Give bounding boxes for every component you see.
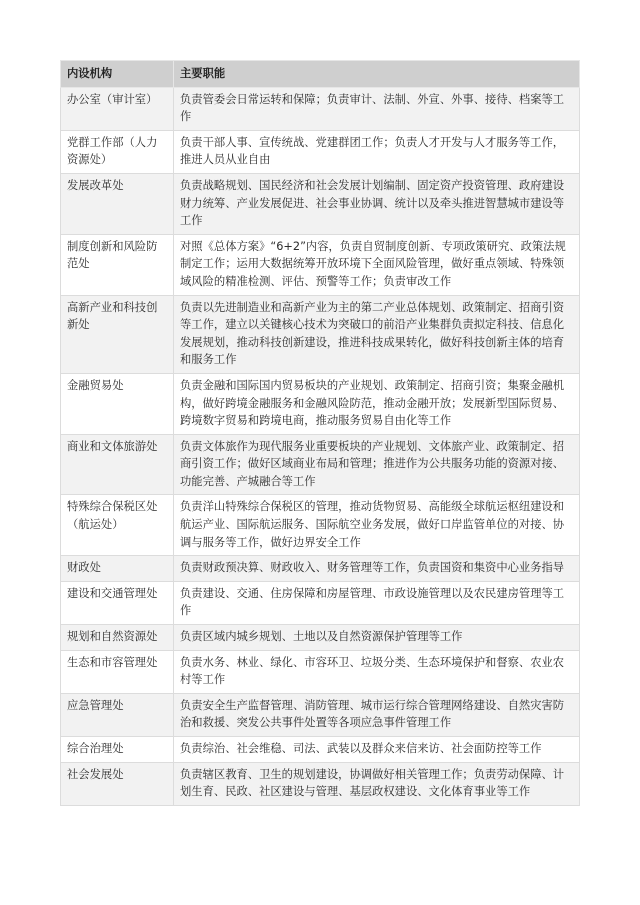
department-duty: 负责区域内城乡规划、土地以及自然资源保护管理等工作 (174, 625, 580, 651)
table-row (61, 737, 580, 763)
table-row (61, 762, 580, 805)
table-row (61, 173, 580, 234)
department-duty: 负责文体旅作为现代服务业重要板块的产业规划、文体旅产业、政策制定、招商引资工作；做好区域商业布局和管理；推进作为公共服务功能的资源对接、功能完善、产城融合等工作 (174, 434, 580, 495)
department-name: 综合治理处 (61, 737, 174, 763)
department-name: 规划和自然资源处 (61, 625, 174, 651)
department-name: 办公室（审计室） (61, 87, 174, 130)
table-row (61, 556, 580, 582)
department-duty: 负责综治、社会维稳、司法、武装以及群众来信来访、社会面防控等工作 (174, 737, 580, 763)
department-name: 特殊综合保税区处（航运处） (61, 495, 174, 556)
department-name: 制度创新和风险防范处 (61, 234, 174, 295)
department-duty: 负责财政预决算、财政收入、财务管理等工作，负责国资和集资中心业务指导 (174, 556, 580, 582)
department-duty: 负责洋山特殊综合保税区的管理，推动货物贸易、高能级全球航运枢纽建设和航运产业、国际航运服务、国际航空业务发展，做好口岸监管单位的对接、协调与服务等工作，做好边界安全工作 (174, 495, 580, 556)
department-name: 发展改革处 (61, 173, 174, 234)
table-row (61, 87, 580, 130)
department-duty: 负责建设、交通、住房保障和房屋管理、市政设施管理以及农民建房管理等工作 (174, 581, 580, 624)
table-row (61, 130, 580, 173)
table-row (61, 650, 580, 693)
department-name: 财政处 (61, 556, 174, 582)
table-header-row (61, 61, 580, 88)
department-duty: 负责辖区教育、卫生的规划建设，协调做好相关管理工作；负责劳动保障、计划生育、民政、社区建设与管理、基层政权建设、文化体育事业等工作 (174, 762, 580, 805)
header-functions: 主要职能 (174, 61, 580, 88)
table-row (61, 234, 580, 295)
table-row (61, 434, 580, 495)
table-row (61, 295, 580, 373)
table-row (61, 693, 580, 736)
department-name: 商业和文体旅游处 (61, 434, 174, 495)
department-name: 应急管理处 (61, 693, 174, 736)
table-row (61, 373, 580, 434)
table-row (61, 625, 580, 651)
department-duty: 对照《总体方案》“6+2”内容，负责自贸制度创新、专项政策研究、政策法规制定工作；运用大数据统筹开放环境下全面风险管理，做好重点领域、特殊领域风险的精准检测、评估、预警等工作；负责审改工作 (174, 234, 580, 295)
header-department: 内设机构 (61, 61, 174, 88)
table-row (61, 581, 580, 624)
department-duty: 负责管委会日常运转和保障；负责审计、法制、外宣、外事、接待、档案等工作 (174, 87, 580, 130)
department-name: 建设和交通管理处 (61, 581, 174, 624)
department-duty: 负责干部人事、宣传统战、党建群团工作；负责人才开发与人才服务等工作，推进人员从业自由 (174, 130, 580, 173)
department-duty: 负责以先进制造业和高新产业为主的第二产业总体规划、政策制定、招商引资等工作，建立以关键核心技术为突破口的前沿产业集群负责拟定科技、信息化发展规划，推动科技创新建设，推进科技成果转化，做好科技创新主体的培育和服务工作 (174, 295, 580, 373)
department-functions-table (60, 60, 580, 806)
department-duty: 负责金融和国际国内贸易板块的产业规划、政策制定、招商引资；集聚金融机构，做好跨境金融服务和金融风险防范，推动金融开放；发展新型国际贸易、跨境数字贸易和跨境电商，推动服务贸易自由化等工作 (174, 373, 580, 434)
department-name: 金融贸易处 (61, 373, 174, 434)
department-name: 社会发展处 (61, 762, 174, 805)
table-row (61, 495, 580, 556)
department-name: 党群工作部（人力资源处） (61, 130, 174, 173)
department-duty: 负责安全生产监督管理、消防管理、城市运行综合管理网络建设、自然灾害防治和救援、突发公共事件处置等各项应急事件管理工作 (174, 693, 580, 736)
department-duty: 负责水务、林业、绿化、市容环卫、垃圾分类、生态环境保护和督察、农业农村等工作 (174, 650, 580, 693)
department-duty: 负责战略规划、国民经济和社会发展计划编制、固定资产投资管理、政府建设财力统筹、产业发展促进、社会事业协调、统计以及牵头推进智慧城市建设等工作 (174, 173, 580, 234)
department-name: 生态和市容管理处 (61, 650, 174, 693)
department-name: 高新产业和科技创新处 (61, 295, 174, 373)
